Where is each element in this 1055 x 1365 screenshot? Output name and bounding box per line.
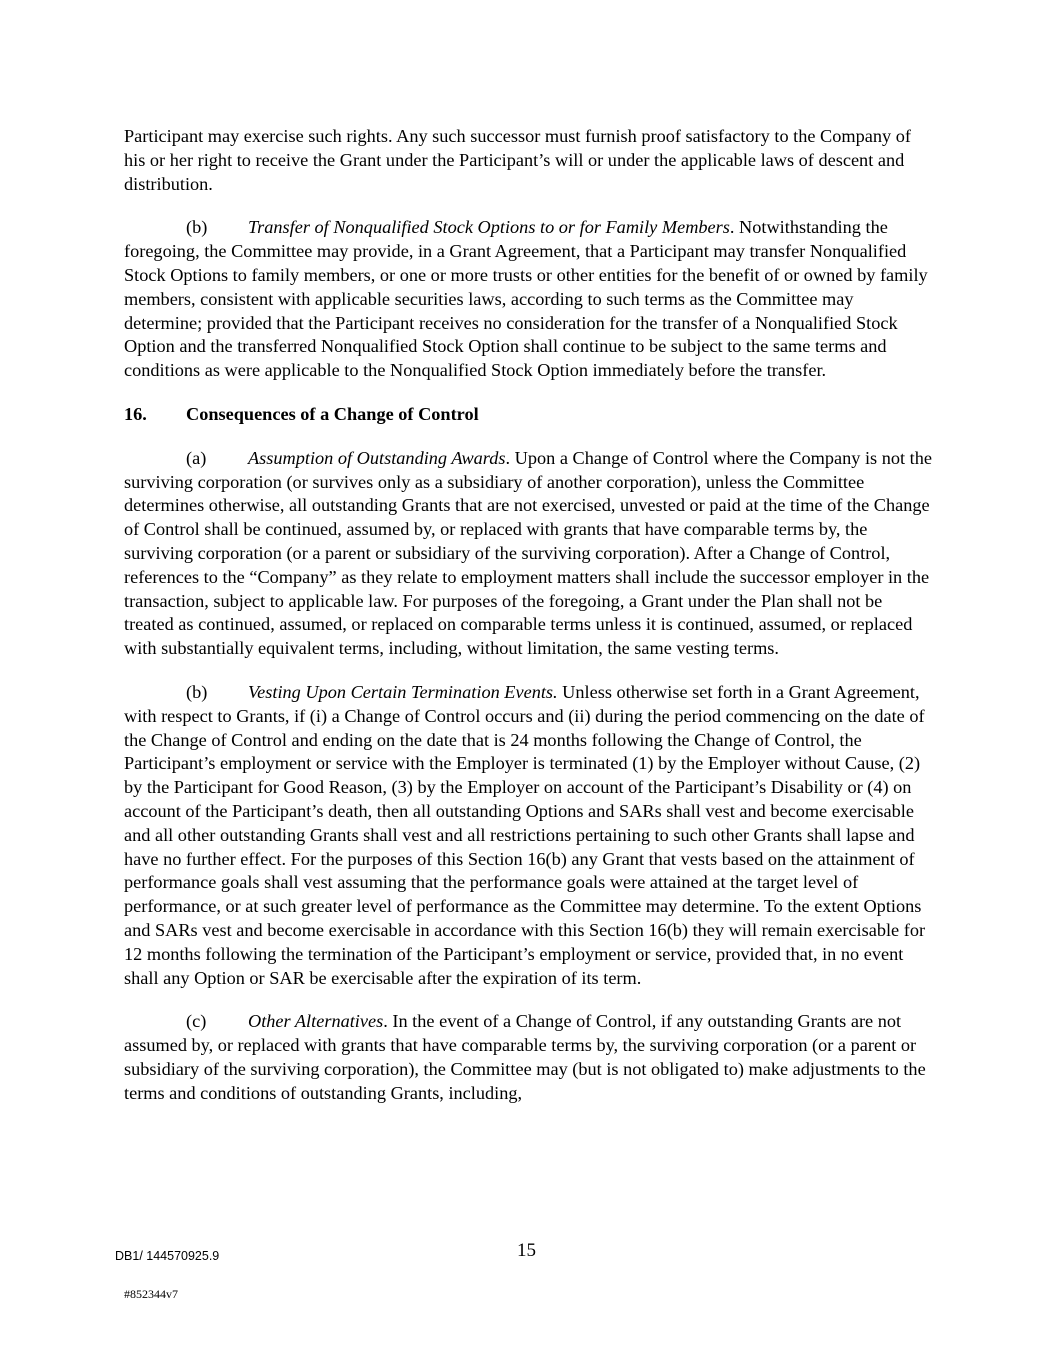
page-body [124, 125, 932, 1105]
paragraph-transfer-nso [124, 216, 932, 383]
subsection-title: Vesting Upon Certain Termination Events. [248, 681, 558, 702]
subsection-title: Other Alternatives [248, 1011, 384, 1032]
footer-document-id: DB1/ 144570925.9 [115, 1249, 220, 1263]
footer-document-reference: #852344v7 [124, 1287, 178, 1301]
paragraph-continuation: Participant may exercise such rights. Any such successor must furnish proof satisfactory to the Company of his or her right to receive the Grant under the Participant’s will or under the applicable laws of descent and distribution. [124, 126, 911, 194]
section-number: 16. [124, 403, 147, 424]
paragraph-alternatives [124, 1010, 932, 1105]
subsection-title: Transfer of Nonqualified Stock Options to or for Family Members [248, 217, 730, 238]
subsection-label: (b) [186, 217, 208, 238]
subsection-body: . Upon a Change of Control where the Company is not the surviving corporation (or survives only as a subsidiary of another corporation), unless the Committee determines otherwise, all outstanding Grants that are not exercised, unvested or paid at the time of the Change of Control shall be continued, assumed by, or replaced with grants that have comparable terms by, the surviving corporation (or a parent or subsidiary of the surviving corporation). After a Change of Control, references to the “Company” as they relate to employment matters shall include the successor employer in the transaction, subject to applicable law. For purposes of the foregoing, a Grant under the Plan shall not be treated as continued, assumed, or replaced on comparable terms unless it is continued, assumed, or replaced with substantially equivalent terms, including, without limitation, the same vesting terms. [124, 447, 932, 659]
subsection-body: . In the event of a Change of Control, if any outstanding Grants are not assumed by, or replaced with grants that have comparable terms by, the surviving corporation (or a parent or subsidiary of the surviving corporation), the Committee may (but is not obligated to) make adjustments to the terms and conditions of outstanding Grants, including, [124, 1011, 926, 1103]
subsection-label: (b) [186, 681, 208, 702]
paragraph-vesting [124, 681, 932, 990]
subsection-label: (c) [186, 1011, 207, 1032]
paragraph-assumption [124, 447, 932, 661]
subsection-label: (a) [186, 447, 207, 468]
subsection-title: Assumption of Outstanding Awards [248, 447, 506, 468]
page-number: 15 [517, 1240, 536, 1261]
subsection-body: . Notwithstanding the foregoing, the Committee may provide, in a Grant Agreement, that a Participant may transfer Nonqualified Stock Options to family members, or one or more trusts or other entities for the benefit of or owned by family members, consistent with applicable securities laws, according to such terms as the Committee may determine; provided that the Participant receives no consideration for the transfer of a Nonqualified Stock Option and the transferred Nonqualified Stock Option shall continue to be subject to the same terms and conditions as were applicable to the Nonqualified Stock Option immediately before the transfer. [124, 217, 928, 381]
section-heading [124, 403, 932, 427]
subsection-body: Unless otherwise set forth in a Grant Agreement, with respect to Grants, if (i) a Change of Control occurs and (ii) during the period commencing on the date of the Change of Control and ending on the date that is 24 months following the Change of Control, the Participant’s employment or service with the Employer is terminated (1) by the Employer without Cause, (2) by the Participant for Good Reason, (3) by the Employer on account of the Participant’s Disability or (4) on account of the Participant’s death, then all outstanding Options and SARs shall vest and become exercisable and all other outstanding Grants shall vest and all restrictions pertaining to such other Grants shall lapse and have no further effect. For the purposes of this Section 16(b) any Grant that vests based on the attainment of performance goals shall vest assuming that the performance goals were attained at the target level of performance, or at such greater level of performance as the Committee may determine. To the extent Options and SARs vest and become exercisable in accordance with this Section 16(b) they will remain exercisable for 12 months following the termination of the Participant’s employment or service, provided that, in no event shall any Option or SAR be exercisable after the expiration of its term. [124, 681, 926, 988]
section-title: Consequences of a Change of Control [186, 403, 479, 424]
